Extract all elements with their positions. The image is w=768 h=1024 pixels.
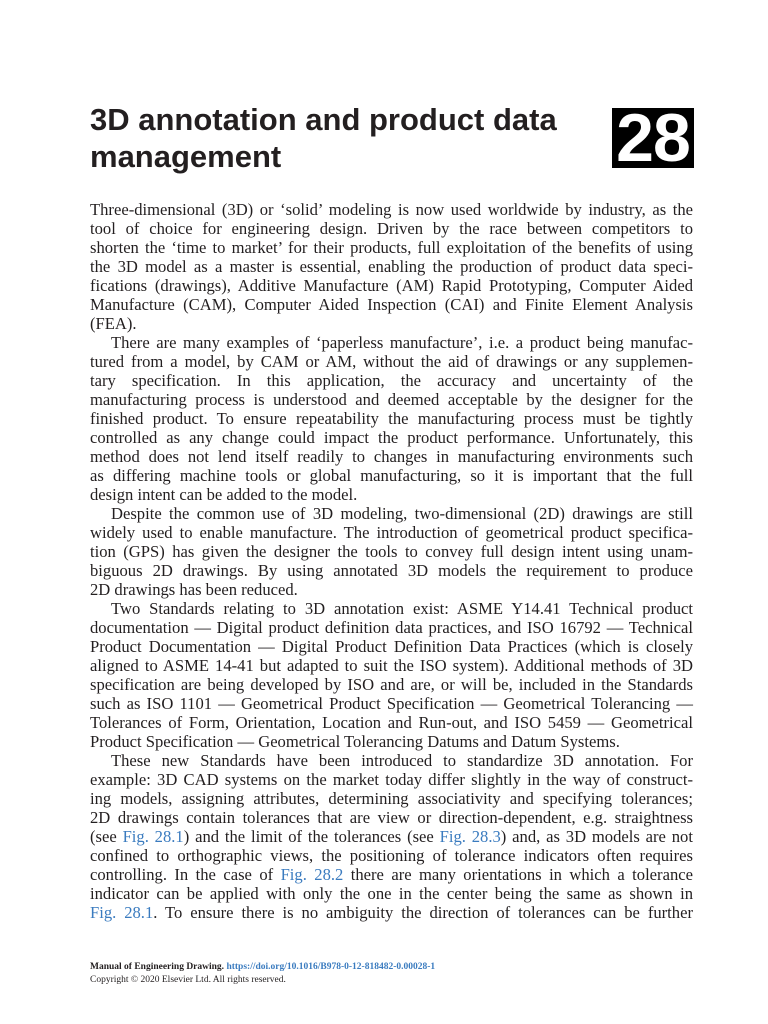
text-line: example: 3D CAD systems on the market today differ slightly in the way of construct- [90, 770, 693, 789]
copyright-notice: Copyright © 2020 Elsevier Ltd. All rights reserved. [90, 975, 286, 985]
text-line: the 3D model as a master is essential, enabling the production of product data speci- [90, 257, 693, 276]
text-line: aligned to ASME 14-41 but adapted to suit the ISO system). Additional methods of 3D [90, 656, 693, 675]
text-line: 2D drawings has been reduced. [90, 580, 298, 599]
text-line: shorten the ‘time to market’ for their products, full exploitation of the benefits of using [90, 238, 693, 257]
text-line: design intent can be added to the model. [90, 485, 358, 504]
text-line: (FEA). [90, 314, 137, 333]
text-line: controlling. In the case of Fig. 28.2 there are many orientations in which a tolerance [90, 865, 693, 884]
text-line: Tolerances of Form, Orientation, Location and Run-out, and ISO 5459 — Geometrical [90, 713, 693, 732]
text-line: Two Standards relating to 3D annotation exist: ASME Y14.41 Technical product [111, 599, 693, 618]
text-line: documentation — Digital product definition data practices, and ISO 16792 — Technical [90, 618, 693, 637]
text-line: Three-dimensional (3D) or ‘solid’ modeling is now used worldwide by industry, as the [90, 200, 693, 219]
figure-link[interactable]: Fig. 28.2 [280, 865, 344, 884]
text-line: finished product. To ensure repeatability the manufacturing process must be tightly [90, 409, 693, 428]
text-line: specification are being developed by ISO and are, or will be, included in the Standards [90, 675, 693, 694]
text-line: biguous 2D drawings. By using annotated 3D models the requirement to produce [90, 561, 693, 580]
text-line: tool of choice for engineering design. Driven by the race between competitors to [90, 219, 693, 238]
text-line: tured from a model, by CAM or AM, without the aid of drawings or any supplemen- [90, 352, 693, 371]
text-line: as differing machine tools or global manufacturing, so it is important that the full [90, 466, 693, 485]
text-line: fications (drawings), Additive Manufacture (AM) Rapid Prototyping, Computer Aided [90, 276, 693, 295]
text-line: There are many examples of ‘paperless manufacture’, i.e. a product being manufac- [111, 333, 693, 352]
figure-link[interactable]: Fig. 28.1 [122, 827, 184, 846]
text-line: Despite the common use of 3D modeling, two-dimensional (2D) drawings are still [111, 504, 693, 523]
text-line: controlled as any change could impact the product performance. Unfortunately, this [90, 428, 693, 447]
text-line: method does not lend itself readily to changes in manufacturing environments such [90, 447, 693, 466]
text-line: indicator can be applied with only the one in the center being the same as shown in [90, 884, 693, 903]
text-line: tion (GPS) has given the designer the tools to convey full design intent using unam- [90, 542, 693, 561]
body-text [90, 200, 693, 922]
text-line: tary specification. In this application, the accuracy and uncertainty of the [90, 371, 693, 390]
chapter-title-line: management [90, 139, 282, 174]
paragraph [90, 751, 693, 922]
chapter-title-line: 3D annotation and product data [90, 102, 557, 137]
doi-link[interactable]: https://doi.org/10.1016/B978-0-12-818482-0.00028-1 [226, 962, 436, 972]
page-footer [90, 961, 693, 987]
text-line: such as ISO 1101 — Geometrical Product Specification — Geometrical Tolerancing — [90, 694, 693, 713]
text-line: Product Documentation — Digital Product Definition Data Practices (which is closely [90, 637, 693, 656]
text-line: These new Standards have been introduced to standardize 3D annotation. For [111, 751, 693, 770]
text-line: ing models, assigning attributes, determining associativity and specifying tolerances; [90, 789, 693, 808]
text-line: Product Specification — Geometrical Tolerancing Datums and Datum Systems. [90, 732, 620, 751]
footer-citation [90, 961, 693, 974]
paragraph [90, 200, 693, 333]
text-line: Manufacture (CAM), Computer Aided Inspection (CAI) and Finite Element Analysis [90, 295, 693, 314]
text-line: manufacturing process is understood and deemed acceptable by the designer for the [90, 390, 693, 409]
paragraph [90, 504, 693, 599]
text-line: (see Fig. 28.1) and the limit of the tolerances (see Fig. 28.3) and, as 3D models are not [90, 827, 693, 846]
figure-link[interactable]: Fig. 28.1 [90, 903, 154, 922]
text-line: 2D drawings contain tolerances that are view or direction-dependent, e.g. straightness [90, 808, 693, 827]
book-title: Manual of Engineering Drawing. [90, 962, 225, 972]
text-line: Fig. 28.1. To ensure there is no ambiguity the direction of tolerances can be further [90, 903, 693, 922]
chapter-number-badge: 28 [612, 108, 694, 168]
text-line: confined to orthographic views, the positioning of tolerance indicators often requires [90, 846, 693, 865]
figure-link[interactable]: Fig. 28.3 [439, 827, 501, 846]
text-line: widely used to enable manufacture. The introduction of geometrical product specifica- [90, 523, 693, 542]
paragraph [90, 333, 693, 504]
chapter-title [90, 101, 590, 175]
paragraph [90, 599, 693, 751]
